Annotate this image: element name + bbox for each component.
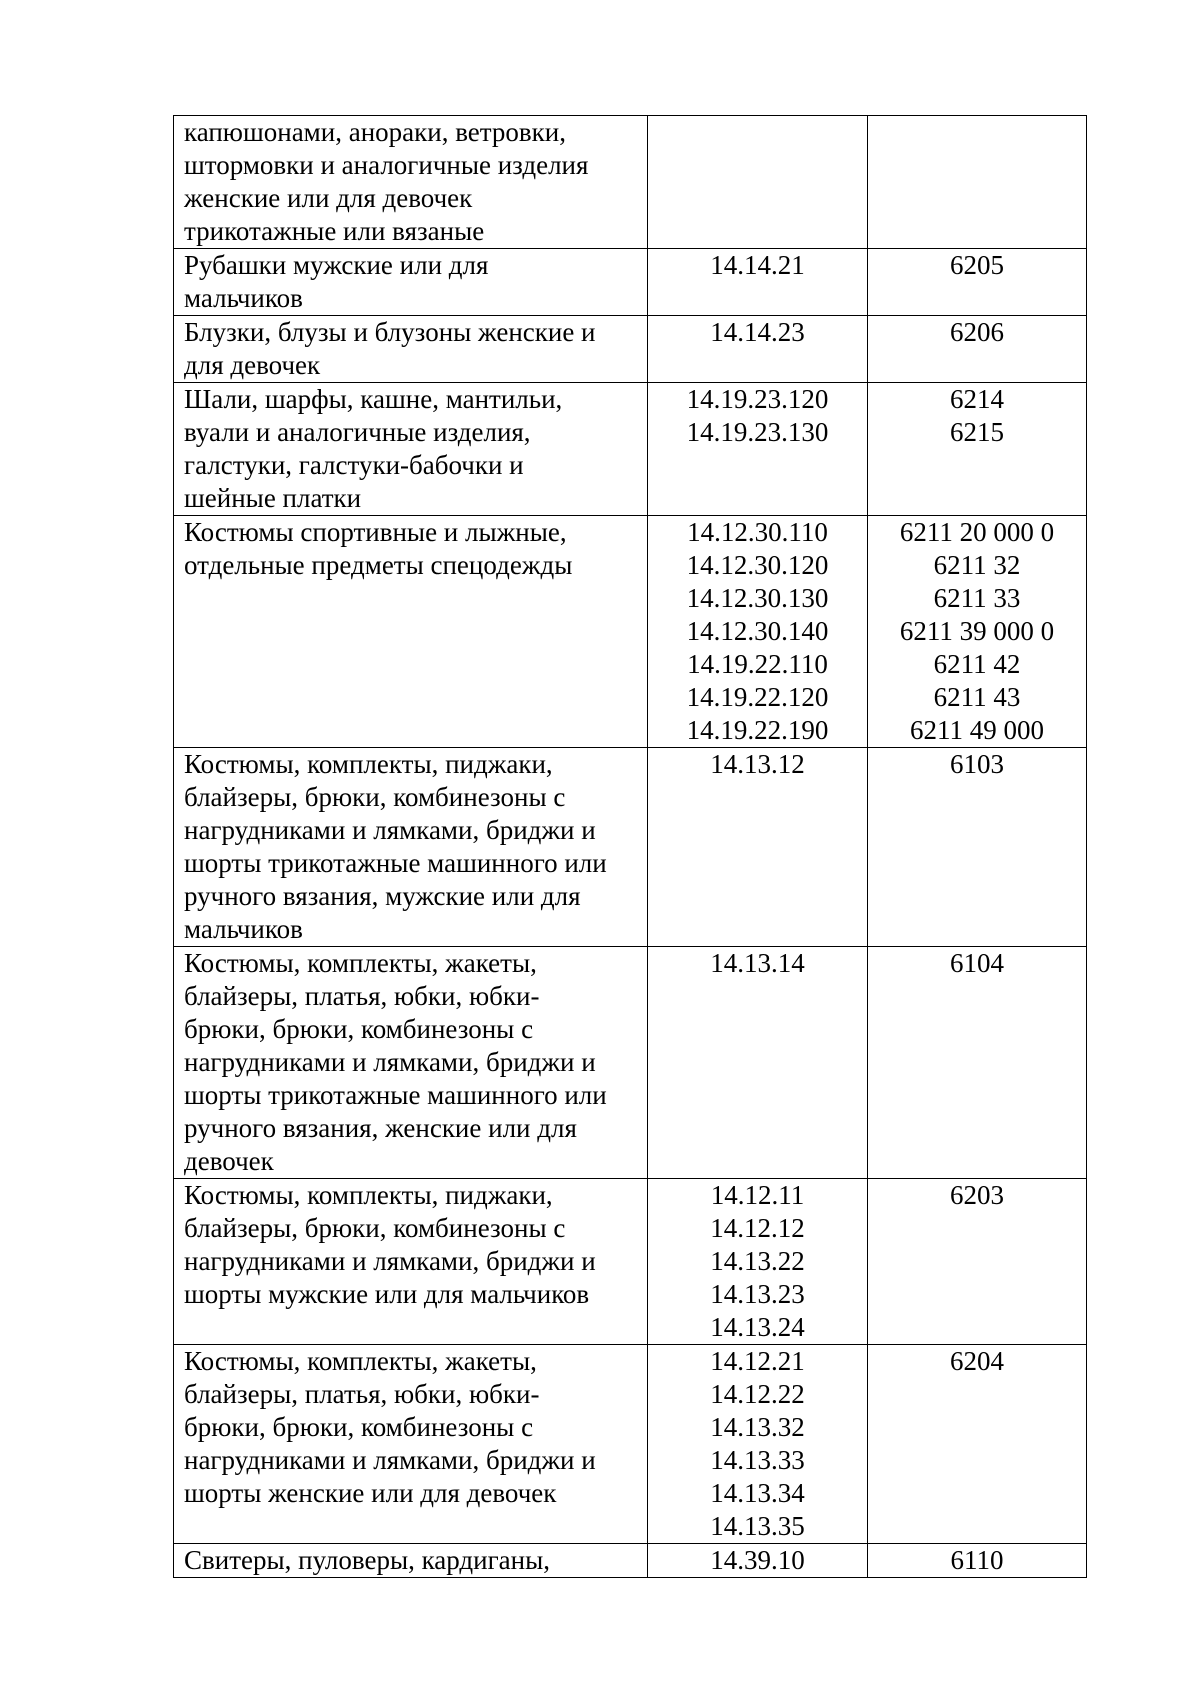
description-line: блайзеры, платья, юбки, юбки- — [184, 1379, 540, 1409]
table-row — [174, 1179, 1087, 1345]
description-line: нагрудниками и лямками, бриджи и — [184, 1246, 596, 1276]
table-row — [174, 516, 1087, 748]
description-line: нагрудниками и лямками, бриджи и — [184, 1445, 596, 1475]
okpd-code: 14.13.14 — [710, 948, 805, 978]
description-line: брюки, брюки, комбинезоны с — [184, 1412, 534, 1442]
okpd-code: 14.13.34 — [710, 1478, 805, 1508]
description-line: брюки, брюки, комбинезоны с — [184, 1014, 534, 1044]
description-cell — [174, 516, 648, 748]
description-line: Шали, шарфы, кашне, мантильи, — [184, 384, 563, 414]
okpd-code: 14.19.23.130 — [686, 417, 829, 447]
okpd-code: 14.19.22.190 — [686, 715, 829, 745]
table-row — [174, 947, 1087, 1179]
okpd-code-cell — [648, 249, 868, 316]
table-body — [174, 116, 1087, 1578]
description-cell — [174, 947, 648, 1179]
okpd-code: 14.19.22.120 — [686, 682, 829, 712]
tnved-code: 6214 — [950, 384, 1004, 414]
okpd-code: 14.19.23.120 — [686, 384, 829, 414]
tnved-code-cell — [868, 316, 1087, 383]
okpd-code-cell — [648, 316, 868, 383]
description-line: блайзеры, брюки, комбинезоны с — [184, 1213, 566, 1243]
table-row — [174, 316, 1087, 383]
description-line: нагрудниками и лямками, бриджи и — [184, 1047, 596, 1077]
okpd-code: 14.12.11 — [710, 1180, 805, 1210]
tnved-code-cell — [868, 516, 1087, 748]
tnved-code: 6211 49 000 — [910, 715, 1044, 745]
okpd-code: 14.14.21 — [710, 250, 805, 280]
okpd-code: 14.13.23 — [710, 1279, 805, 1309]
description-line: Костюмы, комплекты, пиджаки, — [184, 1180, 553, 1210]
tnved-code-cell — [868, 748, 1087, 947]
description-line: ручного вязания, женские или для — [184, 1113, 577, 1143]
table-row — [174, 383, 1087, 516]
okpd-code-cell — [648, 1544, 868, 1578]
description-line: Рубашки мужские или для — [184, 250, 489, 280]
tnved-code-cell — [868, 116, 1087, 249]
okpd-code: 14.14.23 — [710, 317, 805, 347]
description-cell — [174, 249, 648, 316]
tnved-code-cell — [868, 1544, 1087, 1578]
description-line: Костюмы, комплекты, пиджаки, — [184, 749, 553, 779]
okpd-code-cell — [648, 748, 868, 947]
okpd-code: 14.12.21 — [710, 1346, 805, 1376]
okpd-code: 14.12.30.110 — [687, 517, 828, 547]
tnved-code-cell — [868, 249, 1087, 316]
description-line: Костюмы, комплекты, жакеты, — [184, 948, 537, 978]
description-line: шорты женские или для девочек — [184, 1478, 557, 1508]
table-row — [174, 249, 1087, 316]
tnved-code: 6204 — [950, 1346, 1004, 1376]
okpd-code-cell — [648, 383, 868, 516]
tnved-code: 6211 32 — [933, 550, 1021, 580]
tnved-code-cell — [868, 1345, 1087, 1544]
product-code-table — [173, 115, 1087, 1578]
tnved-code-cell — [868, 383, 1087, 516]
description-line: отдельные предметы спецодежды — [184, 550, 573, 580]
description-line: Костюмы, комплекты, жакеты, — [184, 1346, 537, 1376]
description-line: нагрудниками и лямками, бриджи и — [184, 815, 596, 845]
description-line: мальчиков — [184, 914, 303, 944]
okpd-code: 14.13.22 — [710, 1246, 805, 1276]
tnved-code: 6103 — [950, 749, 1004, 779]
description-line: шорты мужские или для мальчиков — [184, 1279, 590, 1309]
description-cell — [174, 1544, 648, 1578]
description-line: девочек — [184, 1146, 274, 1176]
okpd-code: 14.19.22.110 — [687, 649, 828, 679]
okpd-code: 14.13.33 — [710, 1445, 805, 1475]
description-cell — [174, 316, 648, 383]
description-line: женские или для девочек — [184, 183, 473, 213]
description-line: для девочек — [184, 350, 321, 380]
description-line: галстуки, галстуки-бабочки и — [184, 450, 524, 480]
okpd-code-cell — [648, 516, 868, 748]
description-cell — [174, 748, 648, 947]
okpd-code: 14.13.12 — [710, 749, 805, 779]
description-line: ручного вязания, мужские или для — [184, 881, 581, 911]
tnved-code: 6104 — [950, 948, 1004, 978]
table-row — [174, 1345, 1087, 1544]
description-cell — [174, 116, 648, 249]
description-line: шорты трикотажные машинного или — [184, 848, 607, 878]
okpd-code-cell — [648, 947, 868, 1179]
tnved-code: 6211 20 000 0 — [899, 517, 1055, 547]
okpd-code: 14.39.10 — [710, 1545, 805, 1575]
description-line: штормовки и аналогичные изделия — [184, 150, 589, 180]
description-line: блайзеры, платья, юбки, юбки- — [184, 981, 540, 1011]
table-row — [174, 748, 1087, 947]
okpd-code-cell — [648, 1179, 868, 1345]
description-cell — [174, 1179, 648, 1345]
tnved-code: 6211 42 — [933, 649, 1021, 679]
okpd-code: 14.12.22 — [710, 1379, 805, 1409]
tnved-code-cell — [868, 1179, 1087, 1345]
description-line: мальчиков — [184, 283, 303, 313]
okpd-code: 14.12.12 — [710, 1213, 805, 1243]
description-line: блайзеры, брюки, комбинезоны с — [184, 782, 566, 812]
table-row — [174, 1544, 1087, 1578]
tnved-code: 6203 — [950, 1180, 1004, 1210]
description-cell — [174, 1345, 648, 1544]
okpd-code-cell — [648, 116, 868, 249]
description-cell — [174, 383, 648, 516]
table-row — [174, 116, 1087, 249]
tnved-code: 6205 — [950, 250, 1004, 280]
description-line: шорты трикотажные машинного или — [184, 1080, 607, 1110]
okpd-code: 14.13.32 — [710, 1412, 805, 1442]
okpd-code: 14.12.30.140 — [686, 616, 829, 646]
okpd-code: 14.13.24 — [710, 1312, 805, 1342]
description-line: вуали и аналогичные изделия, — [184, 417, 531, 447]
okpd-code: 14.12.30.120 — [686, 550, 829, 580]
tnved-code: 6206 — [950, 317, 1004, 347]
description-line: Блузки, блузы и блузоны женские и — [184, 317, 596, 347]
okpd-code: 14.12.30.130 — [686, 583, 829, 613]
tnved-code: 6211 43 — [933, 682, 1021, 712]
okpd-code: 14.13.35 — [710, 1511, 805, 1541]
tnved-code: 6110 — [950, 1545, 1004, 1575]
okpd-code-cell — [648, 1345, 868, 1544]
tnved-code: 6211 39 000 0 — [899, 616, 1055, 646]
tnved-code-cell — [868, 947, 1087, 1179]
description-line: Свитеры, пуловеры, кардиганы, — [184, 1545, 551, 1575]
description-line: Костюмы спортивные и лыжные, — [184, 517, 567, 547]
description-line: трикотажные или вязаные — [184, 216, 485, 246]
description-line: шейные платки — [184, 483, 362, 513]
tnved-code: 6211 33 — [933, 583, 1021, 613]
description-line: капюшонами, анораки, ветровки, — [184, 117, 566, 147]
tnved-code: 6215 — [950, 417, 1004, 447]
